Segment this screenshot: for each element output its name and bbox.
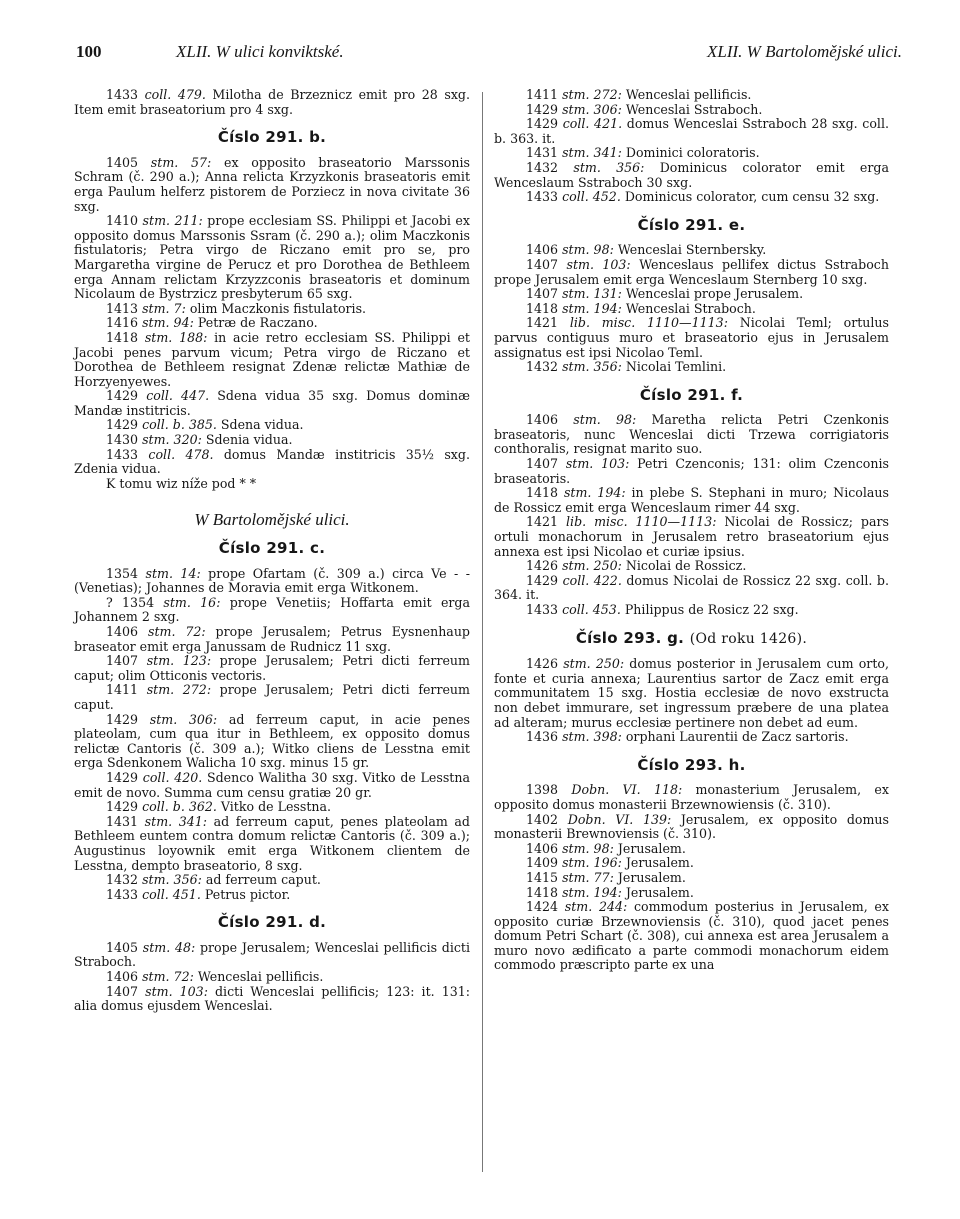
record-entry [74,625,470,654]
entry-text: Sdenia vidua. [201,432,293,448]
entry-year: 1429 [106,388,139,404]
section-heading [494,628,889,647]
entry-year: 1424 [526,899,559,915]
entry-year: ? 1354 [106,594,155,610]
entry-source: stm. 123: [146,653,212,669]
entry-source: stm. 250: [562,558,622,574]
entry-source: stm. 94: [142,315,194,331]
record-entry [74,389,470,418]
right-column [494,88,889,973]
entry-text: domus posterior in Jerusalem cum orto, fonte et curia annexa; Laurentius sartor de Zacz emit erga communitatem 15 sxg. Hostia ecclesiæ de novo exstructa non debet immurare, set ingressum præbere de una platea ad alteram; murus ecclesiæ pertinere non debet ad eum. [494,656,889,730]
entry-source: stm. 196: [562,855,622,871]
record-entry [494,413,889,457]
entry-text: in plebe S. Stephani in muro; Nicolaus de Rossicz emit erga Wenceslaum rimer 44 sxg. [494,485,889,515]
entry-source: coll. 451. [142,886,201,902]
entry-text: Wenceslai pellificis. [621,87,752,102]
entry-year: 1431 [526,145,559,161]
entry-source: Dobn. VI. 139: [567,811,672,827]
entry-text: monasterium Jerusalem, ex opposito domus monasterii Brzewnowiensis (č. 310). [494,782,889,812]
entry-text: commodum posterius in Jerusalem, ex opposito curiæ Brzewnoviensis (č. 310), quod jacet penes domum Petri Schart (č. 308), cui annexa est area Jerusalem a muro novo ædificato a parte commodi monachorum eidem commodo præscripto parte ex una [494,899,889,973]
record-entry [494,886,889,901]
record-entry [494,117,889,146]
entry-text: domus Mandæ institricis 35½ sxg. Zdenia vidua. [74,446,470,477]
column-divider [482,92,483,1172]
record-entry [74,214,470,302]
record-entry [494,88,889,103]
entry-source: stm. 14: [145,565,201,581]
entry-year: 1406 [106,969,139,985]
entry-source: stm. 57: [150,154,212,170]
record-entry [74,970,470,985]
entry-text: Vitko de Lesstna. [216,799,332,815]
entry-text: prope Jerusalem; Petri dicti ferreum caput; olim Otticonis vectoris. [74,653,470,683]
record-entry [74,985,470,1014]
entry-source: stm. 48: [142,939,196,955]
entry-text: in acie retro ecclesiam SS. Philippi et Jacobi penes parvum vicum; Petra virgo de Riczano et Dorothea de Bethleem resignat Zdenæ relictæ Mathiæ de Horzyenyewes. [74,329,470,389]
record-entry [494,783,889,812]
record-entry [74,302,470,317]
record-entry [494,258,889,287]
entry-source: stm. 306: [149,711,218,727]
entry-text: Petri Czenconis; 131: olim Czenconis braseatoris. [494,456,889,486]
entry-text: Philippus de Rosicz 22 sxg. [620,602,799,617]
entry-year: 1433 [106,886,139,902]
entry-source: coll. 447. [146,388,210,404]
cross-reference-note: K tomu wiz níže pod * * [106,475,257,491]
entry-year: 1411 [106,682,139,698]
entry-source: stm. 398: [562,729,622,745]
entry-year: 1407 [526,286,559,302]
entry-source: stm. 244: [564,899,628,915]
record-entry [494,900,889,973]
entry-year: 1430 [106,432,139,448]
record-entry [74,433,470,448]
entry-text: Nicolai Teml; ortulus parvus contiguus muro et braseatorio ejus in Jerusalem assignatus est ipsi Nicolao Teml. [494,315,889,360]
record-entry [494,457,889,486]
record-entry [494,574,889,603]
entry-text: Wenceslai Sternbersky. [613,242,767,258]
entry-source: stm. 341: [144,813,208,829]
entry-year: 1432 [106,872,139,888]
entry-year: 1407 [106,983,139,999]
record-entry [494,190,889,205]
entry-year: 1433 [526,189,559,205]
entry-year: 1406 [526,242,559,258]
entry-text: Petrus pictor. [200,886,291,902]
entry-year: 1410 [106,213,139,229]
entry-source: stm. 194: [562,884,622,900]
entry-source: lib. misc. 1110—1113: [566,514,717,530]
entry-source: coll. 422. [562,572,622,588]
record-entry [494,856,889,871]
record-entry [494,813,889,842]
entry-source: stm. 306: [562,101,622,117]
entry-text: Nicolai de Rossicz; pars ortuli monachorum in Jerusalem retro braseatorium ejus annexa est ipsi Nicolao et curiæ ipsius. [494,514,889,559]
record-entry [74,316,470,331]
entry-year: 1406 [526,412,559,428]
entry-text: prope Ofartam (č. 309 a.) circa Ve - - (Venetias); Johannes de Moravia emit erga Witkonem. [74,565,470,596]
entry-text: ad ferreum caput, penes plateolam ad Bethleem euntem contra domum relictæ Cantoris (č. 309 a.); Augustinus loyownik emit erga Witkonem clientem de Lesstna, dempto braseatorio, 8 sxg. [74,813,470,873]
entry-source: coll. 420. [142,769,203,785]
record-entry [494,360,889,375]
entry-source: coll. 453. [562,602,621,617]
record-entry [494,559,889,574]
record-entry [494,603,889,618]
record-entry [494,730,889,745]
section-heading [74,130,470,145]
entry-text: Dominici coloratoris. [621,145,760,161]
record-entry [74,888,470,903]
entry-text: Sdena vidua 35 sxg. Domus dominæ Mandæ institricis. [74,388,470,418]
page-header [76,30,920,70]
record-entry [74,567,470,596]
entry-text: Dominicus colorator, cum censu 32 sxg. [620,189,880,205]
entry-source: stm. 250: [563,656,625,672]
entry-year: 1407 [526,256,559,272]
entry-text: dicti Wenceslai pellificis; 123: it. 131: alia domus ejusdem Wenceslai. [74,983,470,1014]
entry-text: Nicolai Temlini. [621,359,727,375]
entry-source: stm. 194: [563,485,626,501]
section-heading [74,915,470,930]
record-entry [494,871,889,886]
left-column [74,88,470,1014]
entry-text: Sdenco Walitha 30 sxg. Vitko de Lesstna emit de novo. Summa cum censu gratiæ 20 gr. [74,769,470,800]
entry-year: 1421 [526,315,559,331]
entry-year: 1431 [106,813,139,829]
entry-text: Wenceslai Sstraboch. [621,101,763,117]
entry-source: stm. 7: [142,300,186,316]
page-number: 100 [76,42,102,61]
entry-text: ad ferreum caput. [201,872,321,888]
record-entry [494,287,889,302]
section-heading-title: Číslo 293. g. [575,628,685,647]
entry-text: prope ecclesiam SS. Philippi et Jacobi ex opposito domus Marssonis Ssram (č. 290 a.); olim Maczkonis fistulatoris; Petra virgo de Riczano emit pro se, pro Margaretha virgine de Perucz et pro Dorothea de Bethleem erga Annam relictam Krzyzzconis braseatoris et dominum Nicolaum de Bystrzicz presbyterum 65 sxg. [74,213,470,302]
record-entry [494,146,889,161]
entry-source: stm. 72: [147,624,206,639]
record-entry [74,418,470,433]
entry-source: stm. 272: [562,87,622,102]
record-entry [74,771,470,800]
record-entry [74,815,470,873]
entry-year: 1413 [106,300,139,316]
entry-source: stm. 188: [144,329,208,345]
section-heading [494,385,889,404]
entry-year: 1433 [526,602,559,617]
entry-source: coll. 452. [562,189,621,205]
entry-text: Milotha de Brzeznicz emit pro 28 sxg. Item emit braseatorium pro 4 sxg. [74,87,470,117]
entry-year: 1418 [526,300,559,316]
record-entry [74,448,470,477]
entry-text: orphani Laurentii de Zacz sartoris. [621,729,849,745]
entry-text: Jerusalem, ex opposito domus monasterii Brewnoviensis (č. 310). [494,811,889,842]
entry-year: 1407 [106,653,139,669]
record-entry [494,243,889,258]
record-entry [74,873,470,888]
entry-source: stm. 356: [562,359,622,375]
entry-source: coll. b. 385. [142,417,217,433]
entry-year: 1436 [526,729,559,745]
entry-year: 1406 [106,624,139,639]
section-heading [494,755,889,774]
entry-year: 1433 [106,446,139,462]
entry-text: prope Jerusalem; Petrus Eysnenhaup braseator emit erga Janussam de Rudnicz 11 sxg. [74,624,470,654]
entry-text: Petræ de Raczano. [193,315,318,331]
entry-text: prope Jerusalem; Wenceslai pellificis dicti Straboch. [74,939,470,970]
record-entry [494,515,889,559]
entry-year: 1411 [526,87,559,102]
entry-source: stm. 98: [562,242,614,258]
entry-year: 1405 [106,939,139,955]
entry-text: domus Wenceslai Sstraboch 28 sxg. coll. b. 363. it. [494,116,889,146]
entry-source: stm. 341: [562,145,622,161]
entry-text: Jerusalem. [613,840,686,856]
section-heading-title: Číslo 291. b. [217,128,327,147]
entry-year: 1429 [106,711,139,727]
entry-year: 1429 [526,101,559,117]
record-entry [494,103,889,118]
entry-year: 1432 [526,159,559,175]
entry-text: Jerusalem. [621,884,694,900]
entry-text: domus Nicolai de Rossicz 22 sxg. coll. b. 364. it. [494,572,889,603]
entry-year: 1429 [106,417,139,433]
record-entry [494,302,889,317]
entry-text: Jerusalem. [621,855,694,871]
entry-year: 1429 [526,572,559,588]
entry-year: 1409 [526,855,559,871]
entry-source: stm. 103: [566,256,631,272]
entry-year: 1418 [526,485,559,501]
section-heading-title: Číslo 291. c. [218,539,326,558]
entry-text: prope Jerusalem; Petri dicti ferreum caput. [74,682,470,712]
section-heading [494,215,889,234]
entry-source: stm. 356: [142,872,202,888]
entry-year: 1421 [526,514,559,530]
entry-year: 1433 [106,87,139,102]
entry-text: Wenceslai pellificis. [193,969,324,985]
entry-text: Wenceslai Straboch. [621,300,756,316]
entry-source: Dobn. VI. 118: [571,782,683,798]
section-heading-subtitle: (Od roku 1426). [689,630,808,647]
entry-source: stm. 103: [145,983,208,999]
running-head-left: XLII. W ulici konviktské. [176,42,344,61]
entry-source: coll. b. 362. [142,799,217,815]
record-entry [74,800,470,815]
record-entry [74,156,470,214]
record-entry [494,486,889,515]
record-entry [494,842,889,857]
entry-text: Wenceslaus pellifex dictus Sstraboch prope Jerusalem emit erga Wenceslaum Sternberg 10 sxg. [494,256,889,287]
entry-text: Jerusalem. [613,869,686,885]
entry-text: Sdena vidua. [216,417,304,433]
entry-source: stm. 131: [562,286,622,302]
entry-year: 1426 [526,558,559,574]
record-entry [74,596,470,625]
entry-source: stm. 211: [142,213,203,229]
entry-source: stm. 72: [142,969,194,985]
entry-source: stm. 98: [573,412,637,428]
entry-year: 1398 [526,782,559,798]
entry-source: stm. 272: [146,682,212,698]
entry-source: stm. 194: [562,300,622,316]
section-heading [74,541,470,556]
entry-source: stm. 16: [163,594,221,610]
record-entry [74,88,470,117]
entry-year: 1426 [526,656,559,672]
record-entry [494,657,889,730]
entry-source: coll. 421. [562,116,623,132]
entry-text: ad ferreum caput, in acie penes plateolam, cum qua itur in Bethleem, ex opposito domus relictæ Cantoris (č. 309 a.); Witko cliens de Lesstna emit erga Sdenkonem Walicha 10 sxg. minus 15 gr. [74,711,470,771]
running-head-right: XLII. W Bartolomějské ulici. [707,42,902,61]
entry-source: coll. 478. [148,446,214,462]
record-entry [494,316,889,360]
entry-year: 1418 [526,884,559,900]
entry-year: 1407 [526,456,559,472]
entry-year: 1406 [526,840,559,856]
entry-text: Wenceslai prope Jerusalem. [621,286,804,302]
entry-source: stm. 320: [142,432,202,448]
record-entry [494,161,889,190]
record-entry [74,654,470,683]
entry-text: Nicolai de Rossicz. [621,558,747,574]
entry-text: Dominicus colorator emit erga Wenceslaum Sstraboch 30 sxg. [494,159,889,190]
entry-text: Maretha relicta Petri Czenkonis braseatoris, nunc Wenceslai dicti Trzewa corrigiatoris conthoralis, resignat marito suo. [494,412,889,457]
section-heading-title: Číslo 291. d. [217,913,327,932]
entry-year: 1418 [106,329,139,345]
entry-year: 1354 [106,565,139,581]
section-heading-title: Číslo 291. e. [637,215,746,234]
section-heading-title: Číslo 293. h. [637,755,746,774]
entry-year: 1402 [526,811,559,827]
entry-source: stm. 98: [562,840,614,856]
entry-text: ex opposito braseatorio Marssonis Schram (č. 290 a.); Anna relicta Krzyzkonis braseatoris emit erga Paulum helferz pistorem de Porziecz in nova civitate 36 sxg. [74,154,470,214]
record-entry [74,331,470,389]
entry-year: 1429 [106,799,139,815]
record-entry [74,683,470,712]
entry-year: 1429 [106,769,139,785]
entry-text: olim Maczkonis fistulatoris. [185,300,367,316]
entry-year: 1432 [526,359,559,375]
street-heading: W Bartolomějské ulici. [194,510,350,530]
entry-year: 1415 [526,869,559,885]
entry-source: stm. 356: [573,159,645,175]
entry-text: prope Venetiis; Hoffarta emit erga Johannem 2 sxg. [74,594,470,625]
entry-year: 1405 [106,154,139,170]
entry-source: lib. misc. 1110—1113: [569,315,728,331]
record-entry [74,713,470,771]
entry-year: 1429 [526,116,559,132]
entry-source: stm. 103: [565,456,630,472]
record-entry [74,941,470,970]
entry-source: stm. 77: [562,869,614,885]
section-heading-title: Číslo 291. f. [639,385,744,404]
entry-year: 1416 [106,315,139,331]
entry-source: coll. 479. [144,87,206,102]
